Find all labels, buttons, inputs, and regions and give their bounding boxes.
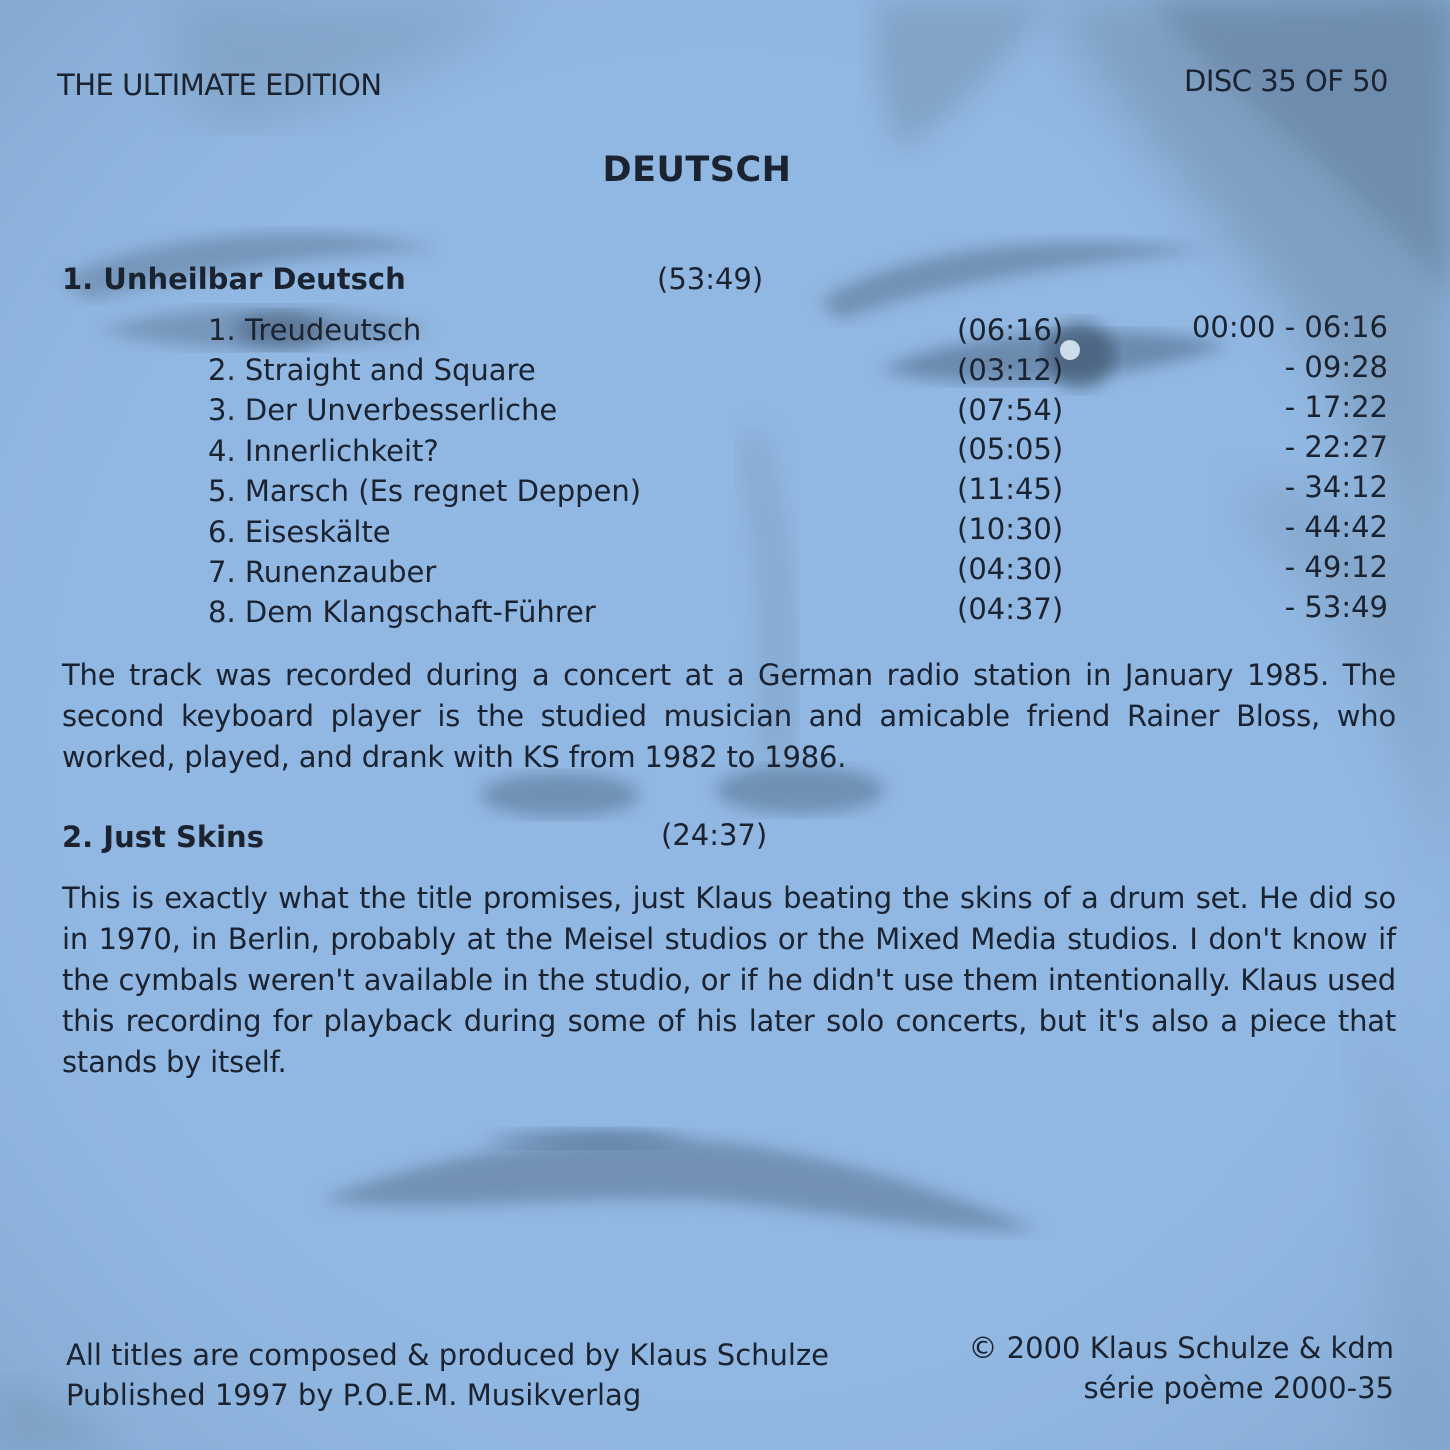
copyright-line: © 2000 Klaus Schulze & kdm	[968, 1331, 1394, 1365]
track-time-range: - 53:49	[1284, 590, 1388, 624]
track-time-range: - 09:28	[1284, 350, 1388, 384]
track-title: 8. Dem Klangschaft-Führer	[208, 595, 596, 629]
publisher-line: Published 1997 by P.O.E.M. Musikverlag	[66, 1378, 642, 1412]
track-title: 6. Eiseskälte	[208, 515, 391, 549]
track-time-range: - 34:12	[1284, 470, 1388, 504]
track-duration: (03:12)	[957, 353, 1064, 387]
catalog-line: série poème 2000-35	[1083, 1371, 1394, 1405]
track-title: 3. Der Unverbesserliche	[208, 393, 558, 427]
credits-line: All titles are composed & produced by Klaus Schulze	[66, 1338, 830, 1372]
track-time-range: - 49:12	[1284, 550, 1388, 584]
track-duration: (10:30)	[957, 512, 1064, 546]
track-time-range: 00:00 - 06:16	[1191, 310, 1388, 344]
track-time-range: - 17:22	[1284, 390, 1388, 424]
section1-duration: (53:49)	[657, 262, 764, 296]
edition-label: THE ULTIMATE EDITION	[57, 68, 382, 102]
track-title: 5. Marsch (Es regnet Deppen)	[208, 474, 642, 508]
track-duration: (06:16)	[957, 313, 1064, 347]
section2-description: This is exactly what the title promises, just Klaus beating the skins of a drum set. He did so in 1970, in Berlin, probably at the Meisel studios or the Mixed Media studios. I don't know if the cymbals weren't available in the studio, or if he didn't use them intentionally. Klaus used this recording for playback during some of his later solo concerts, but it's also a piece that stands by itself.	[62, 881, 1396, 1079]
track-time-range: - 44:42	[1284, 510, 1388, 544]
section2-duration: (24:37)	[661, 818, 768, 852]
track-duration: (04:37)	[957, 592, 1064, 626]
section2-title: 2. Just Skins	[62, 820, 264, 854]
footer-copyright	[968, 1328, 1394, 1408]
footer-credits	[66, 1335, 829, 1415]
track-duration: (05:05)	[957, 432, 1064, 466]
section1-description: The track was recorded during a concert at a German radio station in January 1985. The second keyboard player is the studied musician and amicable friend Rainer Bloss, who worked, played, and drank with KS from 1982 to 1986.	[62, 658, 1396, 774]
track-time-range: - 22:27	[1284, 430, 1388, 464]
track-duration: (11:45)	[957, 472, 1064, 506]
section1-title: 1. Unheilbar Deutsch	[62, 262, 406, 296]
track-duration: (07:54)	[957, 393, 1064, 427]
track-title: 2. Straight and Square	[208, 353, 536, 387]
track-duration: (04:30)	[957, 552, 1064, 586]
disc-number: DISC 35 OF 50	[1183, 64, 1388, 98]
album-title: DEUTSCH	[602, 150, 792, 190]
track-title: 4. Innerlichkeit?	[208, 434, 439, 468]
track-title: 1. Treudeutsch	[208, 313, 422, 347]
track-title: 7. Runenzauber	[208, 555, 437, 589]
